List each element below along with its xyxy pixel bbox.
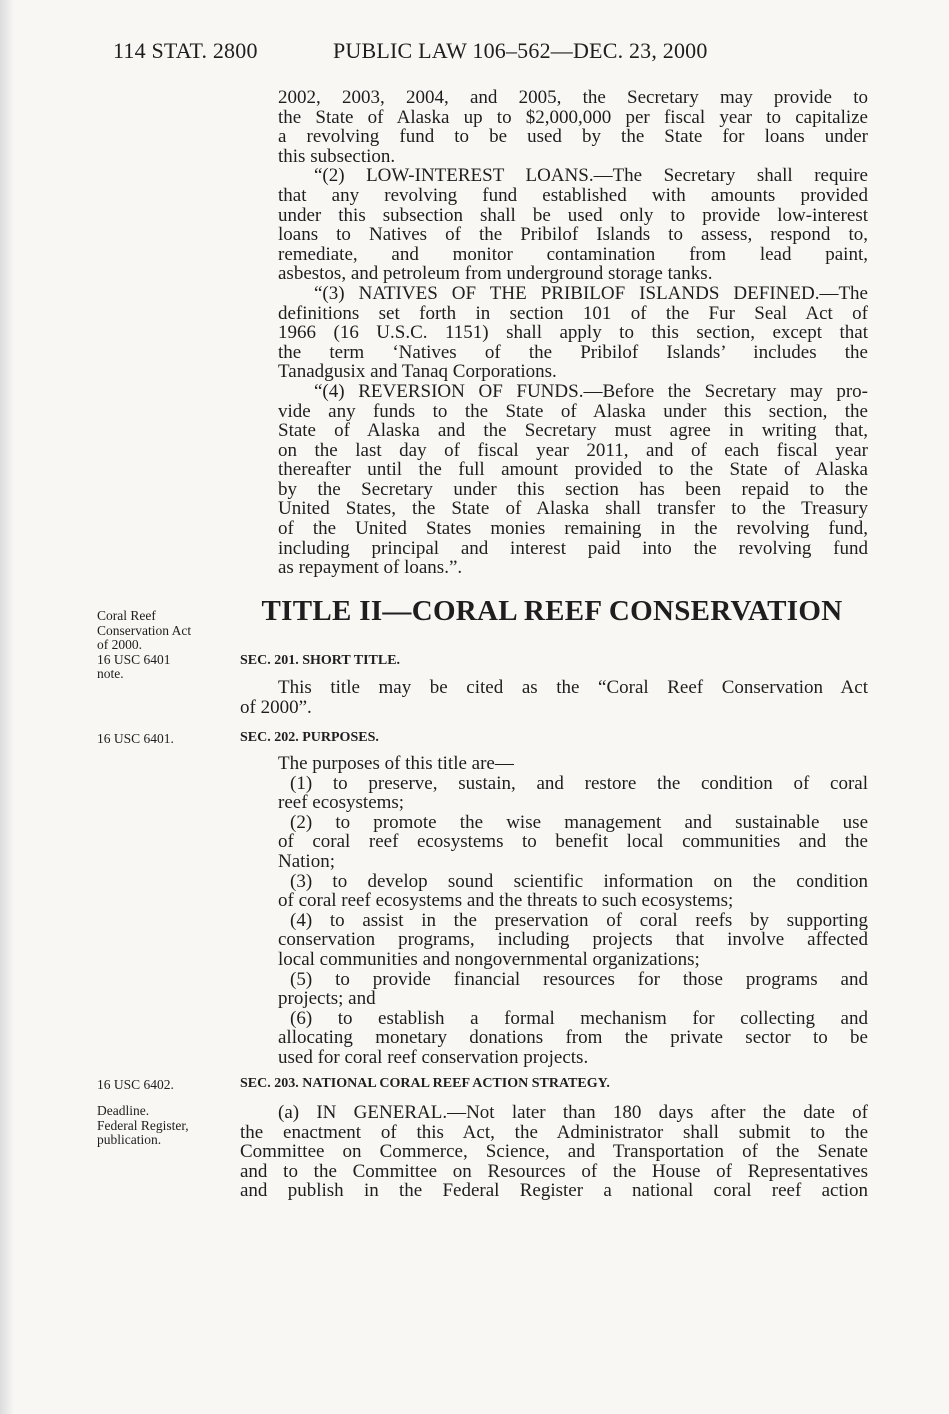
margin-note-line: Federal Register,: [97, 1117, 189, 1133]
running-header: PUBLIC LAW 106–562—DEC. 23, 2000: [333, 38, 708, 63]
text-line: (a) IN GENERAL.—Not later than 180 days after the date of: [278, 1102, 868, 1123]
text-line: a revolving fund to be used by the State for loans under: [278, 126, 868, 148]
text-line: (4) to assist in the preservation of coral reefs by supporting: [290, 909, 868, 931]
section-203-heading: SEC. 203. NATIONAL CORAL REEF ACTION STRATEGY.: [240, 1076, 610, 1091]
title-heading: TITLE II—CORAL REEF CONSERVATION: [261, 595, 843, 627]
paragraph: [240, 1103, 868, 1201]
section-text-continued: [278, 88, 868, 578]
text-line: “(3) NATIVES OF THE PRIBILOF ISLANDS DEFINED.—The: [314, 282, 868, 304]
section-202-heading: SEC. 202. PURPOSES.: [240, 730, 379, 745]
text-line: definitions set forth in section 101 of the Fur Seal Act of: [278, 302, 868, 324]
paragraph: [278, 774, 868, 813]
text-line: reef ecosystems;: [278, 792, 405, 814]
margin-note-line: Deadline.: [97, 1103, 150, 1118]
purposes-intro: [278, 754, 868, 774]
margin-note-line: of 2000.: [97, 637, 142, 652]
text-line: “(4) REVERSION OF FUNDS.—Before the Secretary may pro-: [314, 380, 868, 402]
text-line: of coral reef ecosystems and the threats to such ecosystems;: [278, 890, 734, 912]
text-line: thereafter until the full amount provided to the State of Alaska: [278, 459, 868, 481]
text-line: (6) to establish a formal mechanism for collecting and: [290, 1007, 868, 1029]
section-201-text: [240, 678, 868, 717]
paragraph: [278, 1009, 868, 1068]
text-line: by the Secretary under this section has been repaid to the: [278, 478, 868, 500]
text-line: used for coral reef conservation projects.: [278, 1046, 589, 1068]
text-line: as repayment of loans.”.: [278, 557, 463, 579]
text-line: the State of Alaska up to $2,000,000 per fiscal year to capitalize: [278, 106, 868, 128]
section-203-text: [240, 1103, 868, 1201]
text-line: remediate, and monitor contamination from lead paint,: [278, 243, 868, 265]
paragraph: [278, 166, 868, 284]
scan-edge: [0, 0, 14, 1414]
text-line: of 2000”.: [240, 696, 312, 718]
margin-note-line: 16 USC 6402.: [97, 1077, 174, 1092]
text-line: including principal and interest paid into the revolving fund: [278, 537, 868, 559]
text-line: allocating monetary donations from the private sector to be: [278, 1027, 868, 1049]
paragraph: [278, 911, 868, 970]
margin-note-line: 16 USC 6401: [97, 651, 171, 667]
text-line: on the last day of fiscal year 2011, and of each fiscal year: [278, 439, 868, 461]
text-line: the enactment of this Act, the Administrator shall submit to the: [240, 1121, 868, 1143]
text-line: 2002, 2003, 2004, and 2005, the Secretary may provide to: [278, 87, 868, 108]
text-line: projects; and: [278, 988, 376, 1010]
margin-note-short-title: [97, 609, 191, 682]
text-line: vide any funds to the State of Alaska under this section, the: [278, 400, 868, 422]
margin-note-line: Conservation Act: [97, 622, 192, 638]
text-line: Nation;: [278, 850, 335, 872]
paragraph: [278, 813, 868, 872]
paragraph: [278, 970, 868, 1009]
paragraph: [278, 872, 868, 911]
text-line: This title may be cited as the “Coral Reef Conservation Act: [278, 677, 868, 698]
page-citation: 114 STAT. 2800: [113, 38, 258, 63]
text-line: Tanadgusix and Tanaq Corporations.: [278, 361, 557, 383]
paragraph: [278, 88, 868, 166]
paragraph: [278, 284, 868, 382]
text-line: and publish in the Federal Register a national coral reef action: [240, 1180, 868, 1202]
margin-note-line: Coral Reef: [97, 608, 156, 623]
text-line: United States, the State of Alaska shall transfer to the Treasury: [278, 498, 868, 520]
text-line: that any revolving fund established with amounts provided: [278, 184, 868, 206]
text-line: (2) to promote the wise management and sustainable use: [290, 811, 868, 833]
paragraph: [278, 754, 868, 774]
section-201-heading: SEC. 201. SHORT TITLE.: [240, 653, 401, 668]
text-line: local communities and nongovernmental organizations;: [278, 948, 700, 970]
text-line: 1966 (16 U.S.C. 1151) shall apply to this section, except that: [278, 322, 868, 344]
text-line: (3) to develop sound scientific information on the condition: [290, 870, 868, 892]
text-line: (5) to provide financial resources for those programs and: [290, 968, 868, 990]
margin-note-usc-6401: [97, 732, 174, 747]
text-line: asbestos, and petroleum from underground storage tanks.: [278, 263, 713, 285]
margin-note-line: 16 USC 6401.: [97, 731, 174, 746]
text-line: Committee on Commerce, Science, and Transportation of the Senate: [240, 1141, 868, 1163]
margin-note-deadline: [97, 1104, 189, 1148]
text-line: (1) to preserve, sustain, and restore the condition of coral: [290, 772, 868, 794]
purposes-list: [278, 774, 868, 1068]
text-line: conservation programs, including projects that involve affected: [278, 929, 868, 951]
text-line: The purposes of this title are—: [278, 753, 514, 774]
text-line: of coral reef ecosystems to benefit local communities and the: [278, 831, 868, 853]
text-line: the term ‘Natives of the Pribilof Islands’ includes the: [278, 341, 868, 363]
paragraph: [240, 678, 868, 717]
paragraph: [278, 382, 868, 578]
text-line: loans to Natives of the Pribilof Islands to assess, respond to,: [278, 224, 868, 246]
margin-note-usc-6402: [97, 1078, 174, 1093]
text-line: under this subsection shall be used only to provide low-interest: [278, 204, 868, 226]
text-line: “(2) LOW-INTEREST LOANS.—The Secretary shall require: [314, 165, 868, 187]
margin-note-line: note.: [97, 666, 124, 681]
text-line: and to the Committee on Resources of the House of Representatives: [240, 1160, 868, 1182]
margin-note-line: publication.: [97, 1132, 162, 1147]
text-line: of the United States monies remaining in the revolving fund,: [278, 518, 868, 540]
text-line: State of Alaska and the Secretary must agree in writing that,: [278, 420, 868, 442]
text-line: this subsection.: [278, 145, 396, 167]
